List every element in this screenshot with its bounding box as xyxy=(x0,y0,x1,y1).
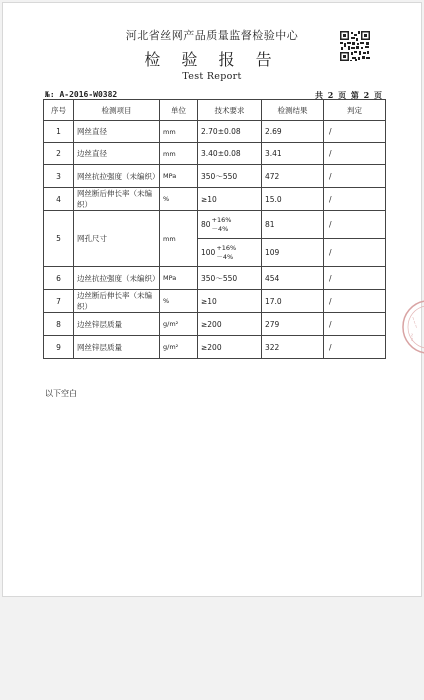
cell-item: 边丝锌层质量 xyxy=(74,313,160,336)
cell-seq: 9 xyxy=(44,336,74,359)
report-title: 检 验 报 告 xyxy=(144,50,280,69)
cell-requirement xyxy=(198,211,262,239)
cell-seq: 1 xyxy=(44,121,74,143)
cell-result: 454 xyxy=(262,267,324,290)
svg-text:~~~: ~~~ xyxy=(409,315,420,330)
cell-item: 边丝抗拉强度（未编织） xyxy=(74,267,160,290)
tolerance-plus: +16% xyxy=(216,243,237,252)
cell-judgement: / xyxy=(324,165,386,188)
cell-requirement: 3.40±0.08 xyxy=(198,143,262,165)
cell-result: 279 xyxy=(262,313,324,336)
cell-requirement: 2.70±0.08 xyxy=(198,121,262,143)
cell-unit: % xyxy=(160,188,198,211)
cell-seq: 5 xyxy=(44,211,74,267)
cell-item: 网丝锌层质量 xyxy=(74,336,160,359)
table-row xyxy=(44,290,386,313)
cell-item: 边丝断后伸长率（未编织） xyxy=(74,290,160,313)
report-subtitle: Test Report xyxy=(182,71,242,82)
table-row xyxy=(44,143,386,165)
cell-judgement: / xyxy=(324,143,386,165)
cell-unit: % xyxy=(160,290,198,313)
cell-judgement: / xyxy=(324,188,386,211)
cell-requirement xyxy=(198,239,262,267)
cell-result: 472 xyxy=(262,165,324,188)
report-page xyxy=(2,2,422,597)
organization-name: 河北省丝网产品质量监督检验中心 xyxy=(125,29,299,42)
cell-item: 网丝断后伸长率（未编织） xyxy=(74,188,160,211)
cell-unit: mm xyxy=(160,143,198,165)
table-row xyxy=(44,165,386,188)
header-unit: 单位 xyxy=(160,100,198,121)
tolerance-plus: +16% xyxy=(211,215,232,224)
page-indicator: 共 2 页 第 2 页 xyxy=(314,90,383,100)
cell-unit: g/m² xyxy=(160,336,198,359)
tolerance-minus: －4% xyxy=(216,252,234,261)
seal-stamp xyxy=(399,297,424,357)
cell-judgement: / xyxy=(324,239,386,267)
cell-result: 322 xyxy=(262,336,324,359)
cell-unit: mm xyxy=(160,121,198,143)
cell-judgement: / xyxy=(324,211,386,239)
cell-unit: mm xyxy=(160,211,198,267)
tolerance-minus: －4% xyxy=(211,224,229,233)
report-number: №: A-2016-W0382 xyxy=(45,90,118,99)
cell-item: 网丝直径 xyxy=(74,121,160,143)
cell-judgement: / xyxy=(324,336,386,359)
cell-seq: 6 xyxy=(44,267,74,290)
cell-result: 3.41 xyxy=(262,143,324,165)
cell-requirement: ≥10 xyxy=(198,290,262,313)
cell-judgement: / xyxy=(324,313,386,336)
header-result: 检测结果 xyxy=(262,100,324,121)
test-results-table xyxy=(43,99,386,359)
cell-requirement: 350～550 xyxy=(198,165,262,188)
header-seq: 序号 xyxy=(44,100,74,121)
table-row xyxy=(44,267,386,290)
table-row xyxy=(44,121,386,143)
cell-requirement: ≥200 xyxy=(198,336,262,359)
cell-seq: 8 xyxy=(44,313,74,336)
header-item: 检测项目 xyxy=(74,100,160,121)
cell-result: 109 xyxy=(262,239,324,267)
cell-judgement: / xyxy=(324,121,386,143)
blank-below-note: 以下空白 xyxy=(45,389,77,398)
cell-seq: 3 xyxy=(44,165,74,188)
cell-seq: 2 xyxy=(44,143,74,165)
cell-result: 2.69 xyxy=(262,121,324,143)
header-judgement: 判定 xyxy=(324,100,386,121)
table-row xyxy=(44,313,386,336)
cell-requirement: 350～550 xyxy=(198,267,262,290)
cell-seq: 4 xyxy=(44,188,74,211)
header-requirement: 技术要求 xyxy=(198,100,262,121)
tolerance xyxy=(216,244,236,262)
cell-judgement: / xyxy=(324,290,386,313)
cell-judgement: / xyxy=(324,267,386,290)
tolerance xyxy=(212,216,232,234)
cell-unit: g/m² xyxy=(160,313,198,336)
cell-requirement: ≥10 xyxy=(198,188,262,211)
cell-item: 网孔尺寸 xyxy=(74,211,160,267)
cell-unit: MPa xyxy=(160,165,198,188)
table-row xyxy=(44,188,386,211)
qr-code-icon xyxy=(339,30,371,62)
cell-requirement: ≥200 xyxy=(198,313,262,336)
cell-result: 17.0 xyxy=(262,290,324,313)
cell-seq: 7 xyxy=(44,290,74,313)
table-row xyxy=(44,211,386,239)
cell-unit: MPa xyxy=(160,267,198,290)
table-header-row xyxy=(44,100,386,121)
cell-result: 15.0 xyxy=(262,188,324,211)
cell-result: 81 xyxy=(262,211,324,239)
cell-item: 边丝直径 xyxy=(74,143,160,165)
requirement-base: 80 xyxy=(201,219,211,229)
requirement-base: 100 xyxy=(201,247,216,257)
table-row xyxy=(44,336,386,359)
svg-text:~~: ~~ xyxy=(408,333,414,342)
cell-item: 网丝抗拉强度（未编织） xyxy=(74,165,160,188)
